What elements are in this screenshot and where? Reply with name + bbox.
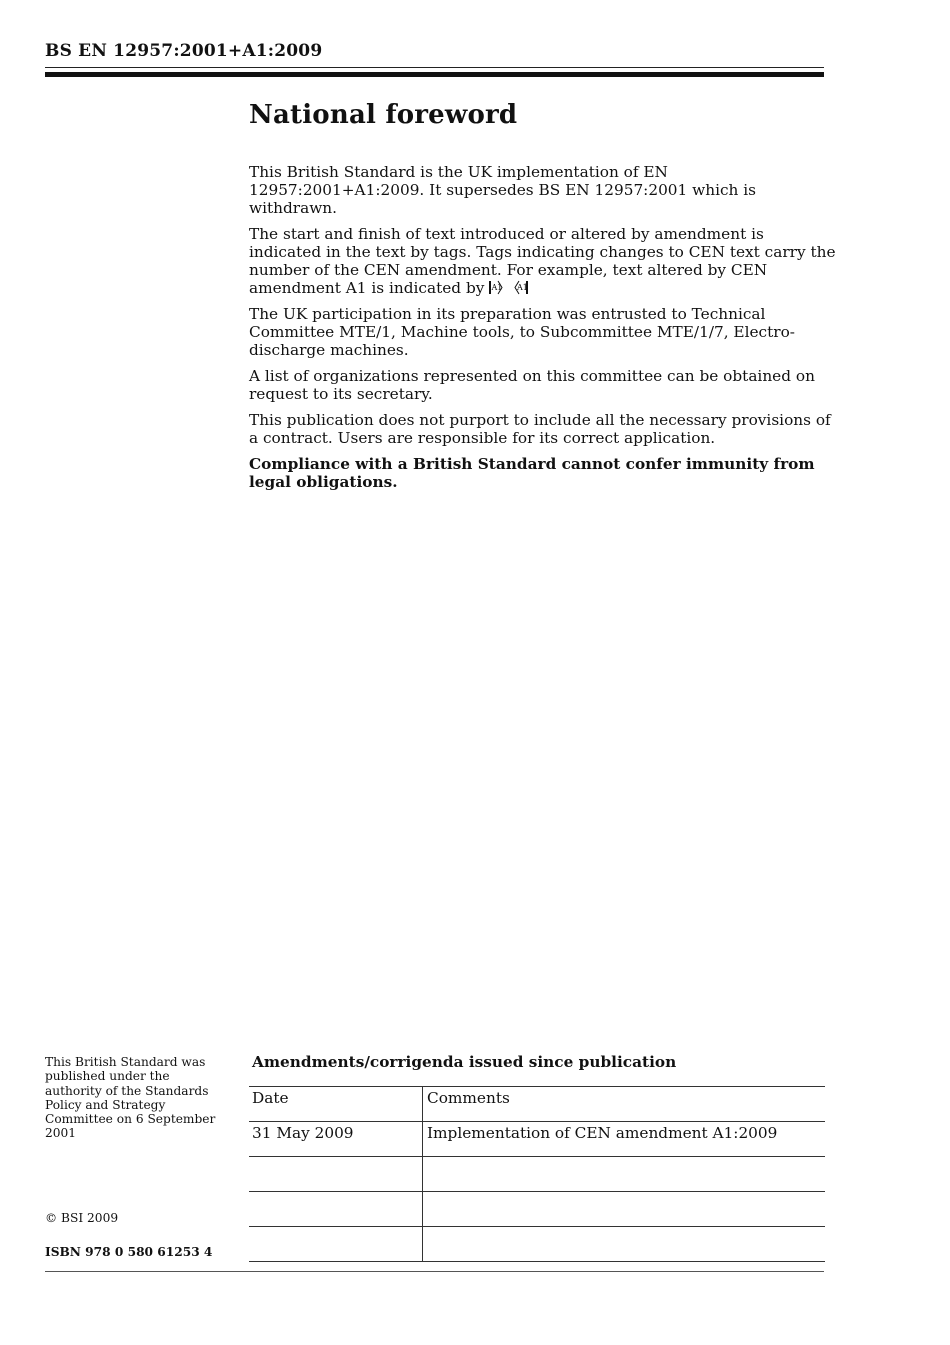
copyright-notice: © BSI 2009 — [45, 1211, 119, 1225]
page-title: National foreword — [249, 100, 518, 130]
table-row — [249, 1122, 825, 1157]
table-row — [249, 1157, 825, 1192]
paragraph-amendment-tags — [249, 225, 839, 297]
amendments-title: Amendments/corrigenda issued since publication — [252, 1053, 677, 1071]
amendment-comments-cell — [423, 1157, 826, 1192]
table-row — [249, 1227, 825, 1262]
paragraph-amendment-tags-text: The start and finish of text introduced or altered by amendment is indicated in the text by tags. Tags indicating changes to CEN text carry the number of the CEN amendment. For example, text altered by CEN amendment A1 is indicated by — [249, 225, 836, 297]
amendment-comments-cell: Implementation of CEN amendment A1:2009 — [423, 1122, 826, 1157]
amendment-close-tag-icon — [512, 280, 528, 295]
amendment-date-cell: 31 May 2009 — [249, 1122, 423, 1157]
table-row — [249, 1192, 825, 1227]
document-code: BS EN 12957:2001+A1:2009 — [45, 41, 323, 61]
paragraph-committee: The UK participation in its preparation was entrusted to Technical Committee MTE/1, Machine tools, to Subcommittee MTE/1/7, Electro-discharge machines. — [249, 305, 795, 359]
footer-rule — [45, 1271, 824, 1272]
header-rule-thin — [45, 67, 824, 68]
column-header-date: Date — [249, 1087, 423, 1122]
amendment-comments-cell — [423, 1192, 826, 1227]
amendment-date-cell — [249, 1157, 423, 1192]
column-header-comments: Comments — [423, 1087, 826, 1122]
amendment-close-tag-label: A1 — [517, 283, 529, 292]
header-rule-thick — [45, 72, 824, 77]
amendment-date-cell — [249, 1192, 423, 1227]
foreword-body — [249, 163, 839, 499]
paragraph-compliance: Compliance with a British Standard cannot confer immunity from legal obligations. — [249, 455, 815, 491]
isbn: ISBN 978 0 580 61253 4 — [45, 1245, 213, 1259]
paragraph-provisions: This publication does not purport to include all the necessary provisions of a contract. Users are responsible for its correct application. — [249, 411, 831, 447]
paragraph-organizations: A list of organizations represented on this committee can be obtained on request to its secretary. — [249, 367, 815, 403]
amendment-date-cell — [249, 1227, 423, 1262]
amendments-table — [249, 1086, 825, 1262]
paragraph-implementation: This British Standard is the UK implementation of EN 12957:2001+A1:2009. It supersedes BS EN 12957:2001 which is withdrawn. — [249, 163, 756, 217]
table-header-row — [249, 1087, 825, 1122]
amendment-open-tag-label: A1 — [491, 283, 503, 292]
amendment-comments-cell — [423, 1227, 826, 1262]
amendment-open-tag-icon — [489, 280, 505, 295]
publication-note: This British Standard was published under the authority of the Standards Policy and Strategy Committee on 6 September 2001 — [45, 1055, 216, 1141]
